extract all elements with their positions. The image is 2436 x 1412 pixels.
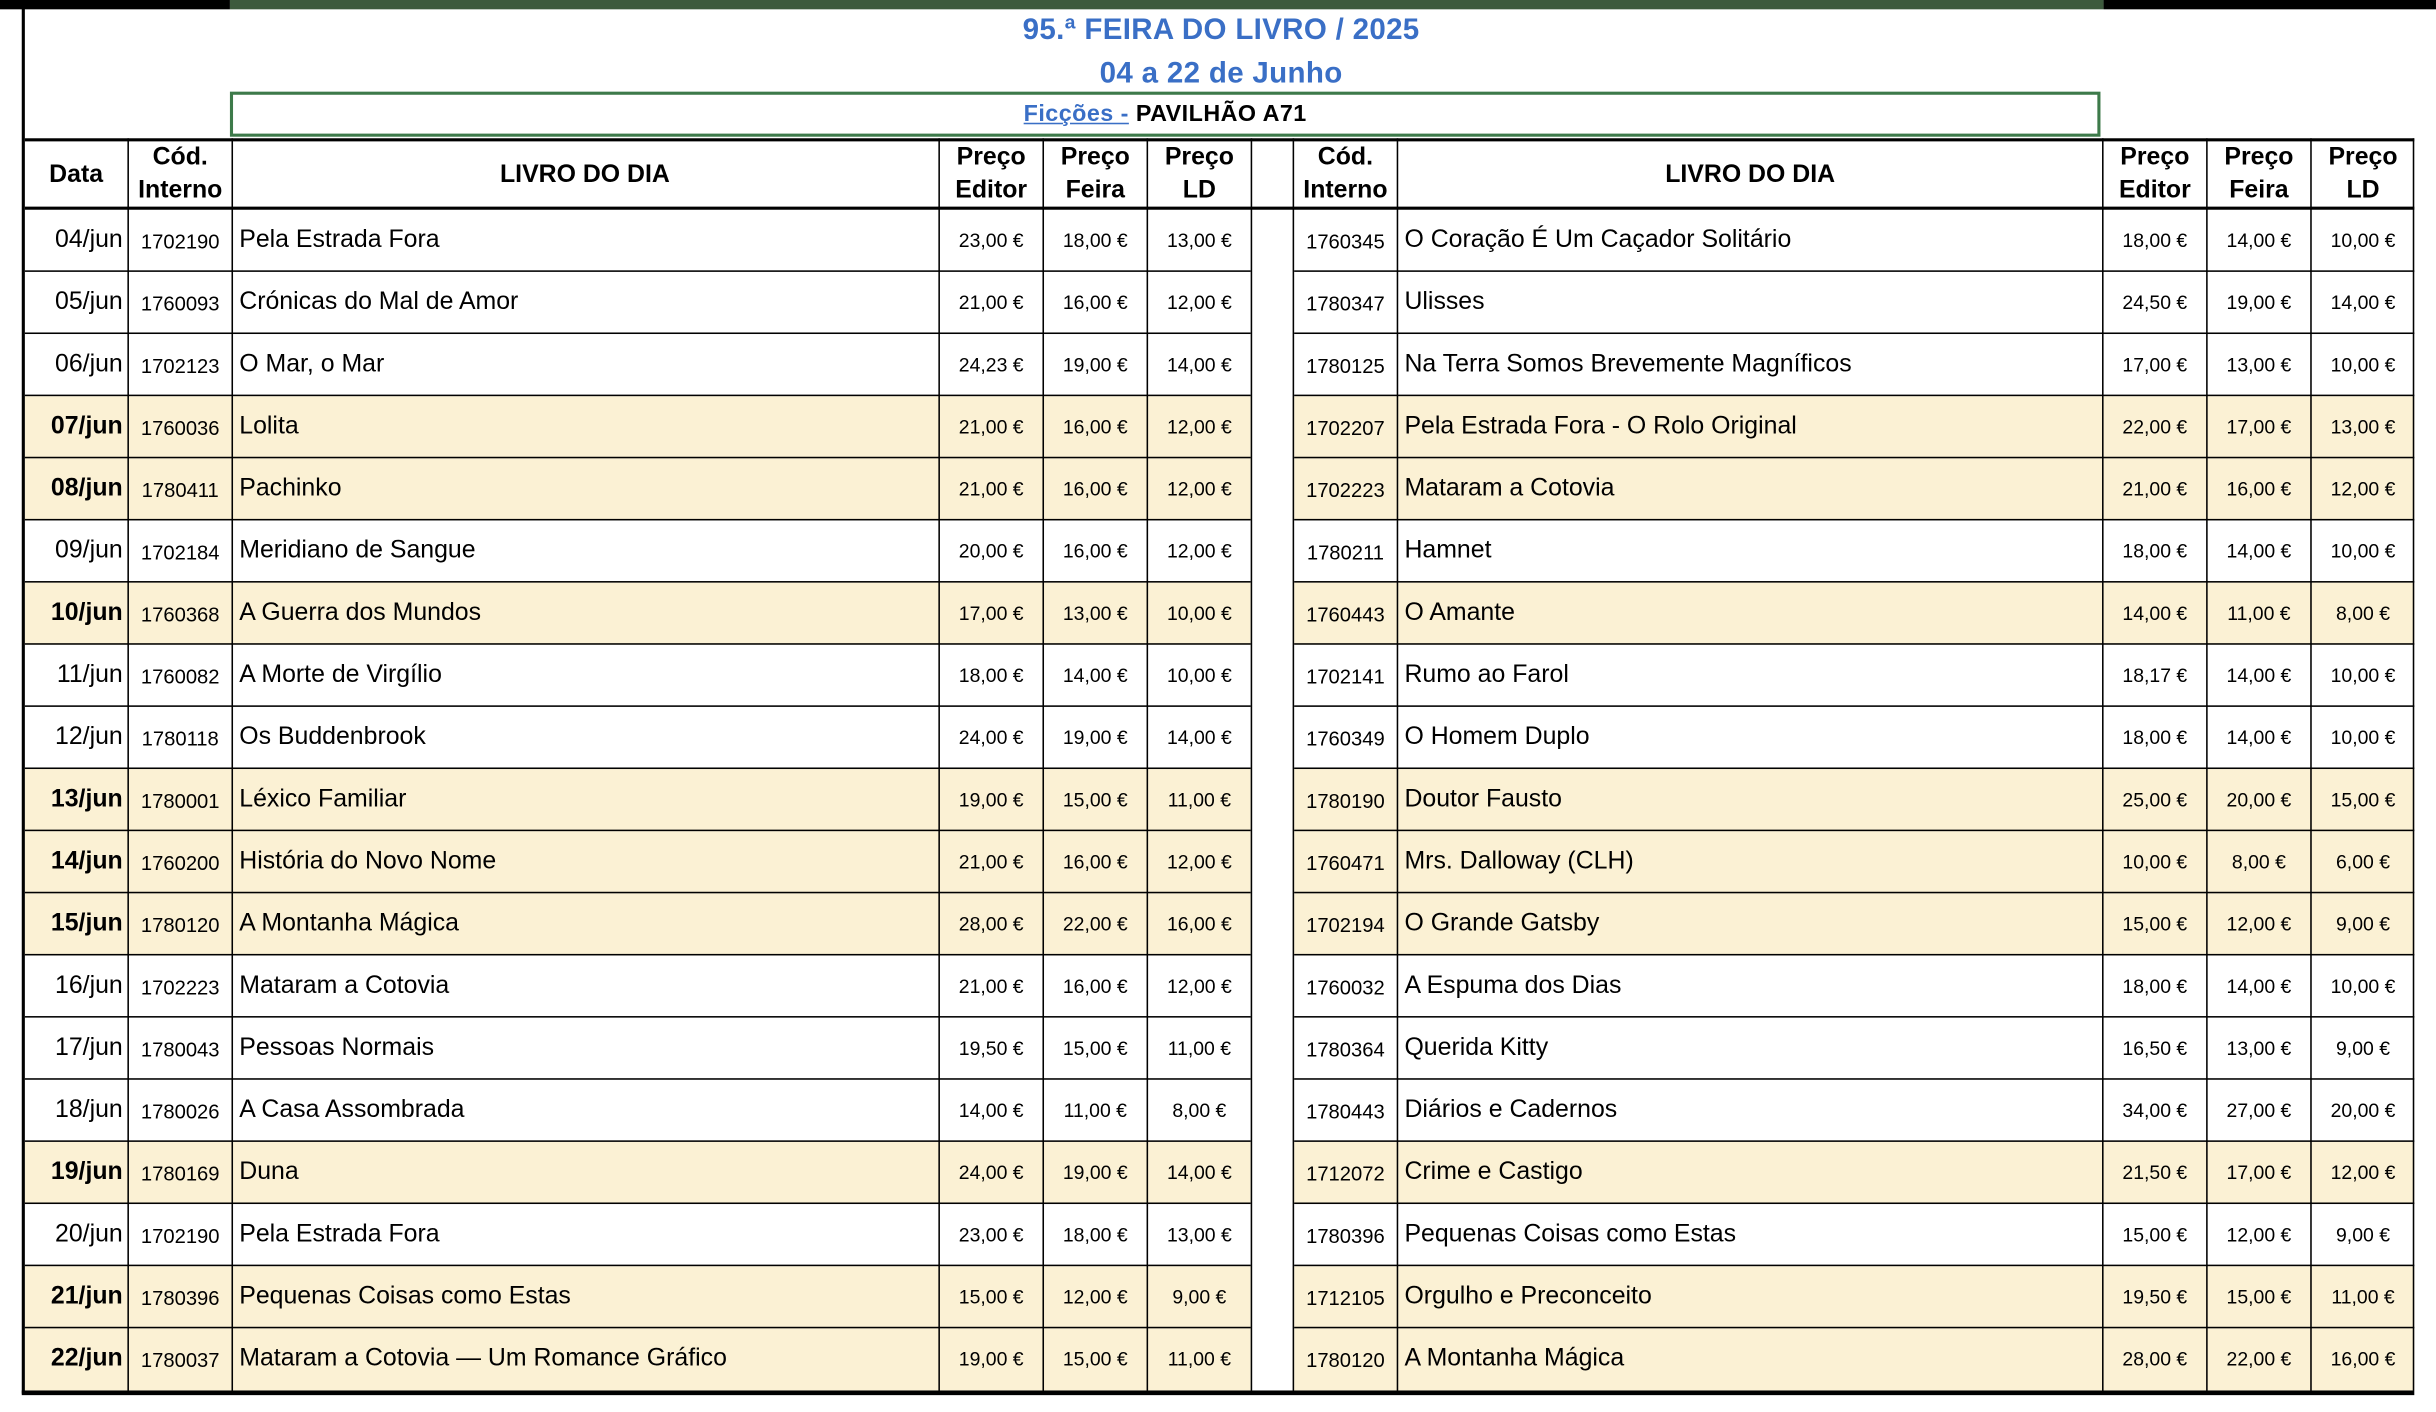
price-ld-right: 10,00 € [2330, 229, 2396, 252]
date-cell: 22/jun [50, 1345, 123, 1372]
price-ld-left: 10,00 € [1166, 602, 1232, 625]
header-price-ld-left: Preço LD [1164, 144, 1234, 204]
code-cell-right: 1780347 [1306, 291, 1385, 315]
grid-line [25, 1202, 1251, 1204]
code-cell-right: 1780120 [1306, 1347, 1385, 1372]
book-cell-left: Lolita [239, 413, 299, 440]
price-ld-right: 12,00 € [2330, 1162, 2396, 1184]
code-cell-right: 1780443 [1306, 1099, 1385, 1123]
price-editor-right: 34,00 € [2122, 1099, 2188, 1122]
grid-line [25, 705, 1251, 707]
book-cell-left: História do Novo Nome [239, 848, 497, 875]
price-editor-left: 24,00 € [958, 727, 1024, 749]
top-border-center [230, 0, 2104, 9]
price-fair-right: 12,00 € [2226, 1224, 2292, 1246]
grid-line [25, 138, 2414, 141]
book-cell-right: O Grande Gatsby [1404, 910, 1600, 937]
top-border-right [2104, 0, 2436, 9]
book-cell-right: Mataram a Cotovia [1404, 475, 1615, 502]
price-ld-right: 9,00 € [2336, 913, 2391, 936]
price-ld-right: 10,00 € [2330, 975, 2396, 998]
grid-line [1251, 138, 1253, 1390]
price-fair-left: 16,00 € [1062, 292, 1128, 314]
price-fair-right: 19,00 € [2226, 292, 2292, 314]
book-cell-right: Pela Estrada Fora - O Rolo Original [1404, 413, 1797, 440]
grid-line [1294, 767, 2414, 769]
price-ld-right: 12,00 € [2330, 478, 2396, 501]
code-cell-left: 1780001 [140, 788, 220, 812]
date-cell: 07/jun [50, 413, 123, 440]
price-fair-right: 14,00 € [2226, 540, 2292, 563]
grid-line [25, 1140, 1251, 1142]
book-cell-right: Ulisses [1404, 288, 1485, 316]
date-cell: 06/jun [55, 351, 123, 378]
price-ld-right: 15,00 € [2330, 789, 2396, 811]
price-editor-left: 23,00 € [958, 1224, 1024, 1246]
grid-line [1294, 332, 2414, 334]
book-cell-left: Mataram a Cotovia [239, 972, 450, 999]
price-editor-left: 20,00 € [958, 540, 1024, 563]
grid-line [25, 1265, 1251, 1267]
price-fair-left: 16,00 € [1062, 540, 1128, 563]
price-editor-left: 24,00 € [958, 1162, 1024, 1184]
date-cell: 13/jun [50, 786, 123, 813]
book-cell-right: Na Terra Somos Brevemente Magníficos [1404, 351, 1852, 378]
price-fair-left: 12,00 € [1062, 1286, 1128, 1309]
code-cell-left: 1760082 [140, 664, 220, 688]
header-price-editor-left: Preço Editor [955, 144, 1028, 204]
date-cell: 12/jun [55, 723, 123, 751]
code-cell-right: 1712105 [1306, 1285, 1385, 1309]
price-editor-right: 15,00 € [2122, 913, 2188, 936]
price-editor-left: 17,00 € [958, 602, 1024, 625]
price-editor-right: 17,00 € [2122, 354, 2188, 376]
grid-line [25, 830, 1251, 832]
date-cell: 04/jun [55, 226, 123, 254]
price-editor-left: 21,00 € [958, 975, 1024, 998]
code-cell-left: 1780043 [140, 1037, 220, 1061]
date-cell: 16/jun [55, 972, 123, 999]
header-date: Data [49, 160, 104, 188]
price-fair-left: 16,00 € [1062, 975, 1128, 998]
code-cell-right: 1702207 [1306, 415, 1385, 439]
price-editor-right: 22,00 € [2122, 416, 2188, 439]
price-ld-right: 20,00 € [2330, 1099, 2396, 1122]
section-prefix: Ficções - [1023, 100, 1129, 128]
grid-line [1294, 1265, 2414, 1267]
book-cell-left: A Morte de Virgílio [239, 661, 442, 689]
page-title: 95.ª FEIRA DO LIVRO / 2025 [1022, 13, 1420, 47]
book-cell-left: Pela Estrada Fora [239, 226, 440, 254]
code-cell-left: 1780026 [140, 1099, 220, 1123]
price-fair-left: 16,00 € [1062, 478, 1128, 501]
price-fair-right: 13,00 € [2226, 354, 2292, 376]
price-editor-left: 18,00 € [958, 664, 1024, 687]
code-cell-left: 1780120 [140, 912, 220, 937]
price-ld-left: 10,00 € [1166, 664, 1232, 687]
book-cell-right: Crime e Castigo [1404, 1158, 1583, 1186]
book-cell-left: Crónicas do Mal de Amor [239, 288, 519, 316]
grid-line [1294, 892, 2414, 894]
price-ld-right: 11,00 € [2331, 1286, 2395, 1309]
code-cell-right: 1780364 [1306, 1037, 1385, 1061]
code-cell-right: 1760471 [1306, 850, 1385, 874]
top-border-left [0, 0, 230, 9]
price-editor-right: 25,00 € [2122, 789, 2188, 811]
price-editor-right: 15,00 € [2122, 1224, 2188, 1246]
book-cell-left: A Montanha Mágica [239, 910, 459, 937]
price-fair-left: 22,00 € [1062, 913, 1128, 936]
price-editor-left: 21,00 € [958, 292, 1024, 314]
price-ld-left: 14,00 € [1166, 727, 1232, 749]
book-cell-right: Pequenas Coisas como Estas [1404, 1221, 1737, 1248]
price-fair-left: 13,00 € [1062, 602, 1128, 625]
grid-line [1294, 395, 2414, 397]
grid-line [1294, 519, 2414, 521]
grid-line [25, 519, 1251, 521]
grid-line [25, 1078, 1251, 1080]
price-fair-left: 16,00 € [1062, 851, 1128, 874]
price-fair-left: 18,00 € [1062, 229, 1128, 252]
code-cell-right: 1702141 [1306, 664, 1385, 688]
book-cell-right: Rumo ao Farol [1404, 661, 1569, 689]
section-label [230, 92, 2101, 137]
price-ld-left: 8,00 € [1172, 1099, 1227, 1122]
code-cell-right: 1780125 [1306, 353, 1385, 377]
price-editor-right: 18,00 € [2122, 975, 2188, 998]
price-editor-right: 10,00 € [2122, 851, 2188, 874]
price-ld-right: 10,00 € [2330, 664, 2396, 687]
code-cell-left: 1702223 [140, 974, 220, 999]
header-price-ld-right: Preço LD [2328, 144, 2398, 204]
price-ld-left: 11,00 € [1167, 1348, 1232, 1371]
book-cell-right: Doutor Fausto [1404, 786, 1562, 813]
price-fair-left: 19,00 € [1062, 727, 1128, 749]
price-ld-right: 10,00 € [2330, 354, 2396, 376]
page-dates: 04 a 22 de Junho [1099, 57, 1343, 91]
header-book-right: LIVRO DO DIA [1665, 160, 1836, 188]
section-name: PAVILHÃO A71 [1135, 100, 1307, 128]
price-fair-left: 11,00 € [1063, 1099, 1127, 1122]
grid-line [1294, 1327, 2414, 1329]
grid-line [25, 581, 1251, 583]
price-editor-left: 24,23 € [958, 354, 1024, 376]
grid-line [1294, 270, 2414, 272]
price-fair-right: 16,00 € [2226, 478, 2292, 501]
price-ld-left: 13,00 € [1166, 1224, 1232, 1246]
price-editor-right: 18,17 € [2122, 664, 2188, 687]
book-cell-left: O Mar, o Mar [239, 351, 385, 378]
price-ld-right: 10,00 € [2330, 727, 2396, 749]
date-cell: 17/jun [55, 1034, 123, 1062]
price-editor-left: 21,00 € [958, 851, 1024, 874]
price-ld-left: 12,00 € [1166, 416, 1232, 439]
book-cell-left: Duna [239, 1158, 299, 1186]
price-fair-left: 15,00 € [1062, 1037, 1128, 1060]
book-cell-right: Hamnet [1404, 537, 1492, 564]
price-editor-left: 19,00 € [958, 789, 1024, 811]
grid-line [1294, 1140, 2414, 1142]
grid-line [25, 332, 1251, 334]
code-cell-left: 1780037 [140, 1347, 220, 1372]
price-fair-right: 11,00 € [2227, 602, 2291, 625]
price-fair-right: 13,00 € [2226, 1037, 2292, 1060]
book-cell-left: Os Buddenbrook [239, 723, 426, 751]
grid-line [25, 767, 1251, 769]
code-cell-left: 1780411 [141, 477, 219, 502]
price-editor-right: 24,50 € [2122, 292, 2188, 314]
price-fair-right: 14,00 € [2226, 727, 2292, 749]
book-cell-right: Querida Kitty [1404, 1034, 1549, 1062]
price-ld-left: 11,00 € [1167, 1037, 1232, 1060]
header-book-left: LIVRO DO DIA [499, 160, 670, 188]
grid-line [25, 1016, 1251, 1018]
price-ld-right: 14,00 € [2330, 292, 2396, 314]
grid-line [25, 892, 1251, 894]
grid-line [25, 1327, 1251, 1329]
code-cell-left: 1702184 [140, 539, 220, 564]
header-code-right: Cód. Interno [1303, 144, 1388, 204]
price-editor-left: 28,00 € [958, 913, 1024, 936]
price-fair-right: 15,00 € [2226, 1286, 2292, 1309]
book-cell-right: O Homem Duplo [1404, 723, 1590, 751]
price-ld-right: 8,00 € [2336, 602, 2391, 625]
price-ld-left: 12,00 € [1166, 292, 1232, 314]
date-cell: 10/jun [50, 599, 123, 627]
price-ld-right: 9,00 € [2336, 1224, 2391, 1246]
price-fair-left: 18,00 € [1062, 1224, 1128, 1246]
price-ld-right: 10,00 € [2330, 540, 2396, 563]
code-cell-left: 1760036 [140, 415, 220, 439]
price-editor-right: 21,50 € [2122, 1162, 2188, 1184]
date-cell: 09/jun [55, 537, 123, 564]
book-cell-right: Mrs. Dalloway (CLH) [1404, 848, 1634, 875]
price-ld-right: 13,00 € [2330, 416, 2396, 439]
code-cell-right: 1780211 [1306, 539, 1384, 564]
code-cell-right: 1780190 [1306, 788, 1385, 812]
code-cell-left: 1702190 [140, 1223, 220, 1247]
price-editor-right: 14,00 € [2122, 602, 2188, 625]
book-cell-left: Meridiano de Sangue [239, 537, 476, 564]
price-ld-left: 12,00 € [1166, 540, 1232, 563]
price-ld-left: 12,00 € [1166, 851, 1232, 874]
date-cell: 15/jun [50, 910, 123, 937]
book-cell-right: A Espuma dos Dias [1404, 972, 1622, 999]
header-code-left: Cód. Interno [138, 144, 223, 204]
price-fair-right: 17,00 € [2226, 1162, 2292, 1184]
price-editor-left: 21,00 € [958, 416, 1024, 439]
date-cell: 21/jun [50, 1283, 123, 1310]
grid-line [1294, 643, 2414, 645]
grid-line [1294, 830, 2414, 832]
price-editor-left: 19,00 € [958, 1348, 1024, 1371]
code-cell-right: 1780396 [1306, 1223, 1385, 1247]
grid-line [1294, 457, 2414, 459]
code-cell-left: 1780118 [141, 726, 219, 750]
price-fair-right: 27,00 € [2226, 1099, 2292, 1122]
price-editor-left: 19,50 € [958, 1037, 1024, 1060]
code-cell-left: 1760200 [140, 850, 220, 874]
price-fair-left: 15,00 € [1062, 1348, 1128, 1371]
price-fair-left: 14,00 € [1062, 664, 1128, 687]
price-ld-right: 9,00 € [2336, 1037, 2391, 1060]
price-editor-right: 18,00 € [2122, 540, 2188, 563]
price-fair-left: 15,00 € [1062, 789, 1128, 811]
header-price-editor-right: Preço Editor [2118, 144, 2191, 204]
price-editor-right: 21,00 € [2122, 478, 2188, 501]
header-price-fair-left: Preço Feira [1060, 144, 1130, 204]
price-ld-left: 14,00 € [1166, 354, 1232, 376]
grid-line [1294, 1016, 2414, 1018]
code-cell-right: 1760032 [1306, 974, 1385, 999]
book-cell-left: A Guerra dos Mundos [239, 599, 482, 627]
grid-line [25, 954, 1251, 956]
code-cell-right: 1702223 [1306, 477, 1385, 502]
price-fair-right: 20,00 € [2226, 789, 2292, 811]
price-editor-left: 21,00 € [958, 478, 1024, 501]
header-price-fair-right: Preço Feira [2224, 144, 2294, 204]
price-ld-left: 16,00 € [1166, 913, 1232, 936]
grid-line [1294, 705, 2414, 707]
grid-line [22, 1390, 2415, 1395]
grid-line [25, 457, 1251, 459]
book-cell-left: Léxico Familiar [239, 786, 407, 813]
price-editor-right: 18,00 € [2122, 727, 2188, 749]
book-cell-right: Orgulho e Preconceito [1404, 1283, 1652, 1310]
price-ld-left: 11,00 € [1167, 789, 1232, 811]
price-fair-left: 16,00 € [1062, 416, 1128, 439]
price-ld-right: 6,00 € [2336, 851, 2391, 874]
price-fair-left: 19,00 € [1062, 354, 1128, 376]
price-editor-right: 16,50 € [2122, 1037, 2188, 1060]
price-ld-left: 12,00 € [1166, 478, 1232, 501]
code-cell-left: 1780396 [140, 1285, 220, 1309]
grid-line [25, 643, 1251, 645]
grid-line [1294, 1078, 2414, 1080]
grid-line [1294, 581, 2414, 583]
grid-line [25, 207, 2414, 210]
code-cell-left: 1760368 [140, 602, 220, 626]
book-cell-right: O Coração É Um Caçador Solitário [1404, 226, 1792, 254]
code-cell-right: 1712072 [1306, 1161, 1385, 1185]
price-fair-right: 12,00 € [2226, 913, 2292, 936]
date-cell: 18/jun [55, 1096, 123, 1124]
code-cell-left: 1760093 [140, 291, 220, 315]
price-ld-left: 14,00 € [1166, 1162, 1232, 1184]
price-editor-right: 18,00 € [2122, 229, 2188, 252]
price-fair-right: 8,00 € [2231, 851, 2286, 874]
price-ld-right: 16,00 € [2330, 1348, 2396, 1371]
price-editor-right: 28,00 € [2122, 1348, 2188, 1371]
book-cell-left: A Casa Assombrada [239, 1096, 465, 1124]
book-cell-right: O Amante [1404, 599, 1516, 627]
book-cell-left: Pachinko [239, 475, 342, 502]
price-editor-left: 14,00 € [958, 1099, 1024, 1122]
book-cell-right: A Montanha Mágica [1404, 1345, 1625, 1372]
price-fair-right: 14,00 € [2226, 975, 2292, 998]
book-cell-left: Pequenas Coisas como Estas [239, 1283, 571, 1310]
price-ld-left: 9,00 € [1172, 1286, 1227, 1309]
book-cell-left: Mataram a Cotovia — Um Romance Gráfico [239, 1345, 727, 1372]
book-cell-left: Pela Estrada Fora [239, 1221, 440, 1248]
date-cell: 14/jun [50, 848, 123, 875]
date-cell: 11/jun [56, 661, 123, 689]
price-fair-right: 22,00 € [2226, 1348, 2292, 1371]
grid-line [1294, 1202, 2414, 1204]
code-cell-right: 1702194 [1306, 912, 1385, 937]
date-cell: 20/jun [55, 1221, 123, 1248]
grid-line [25, 395, 1251, 397]
date-cell: 08/jun [50, 475, 123, 502]
price-fair-left: 19,00 € [1062, 1162, 1128, 1184]
book-cell-left: Pessoas Normais [239, 1034, 435, 1062]
price-ld-left: 13,00 € [1166, 229, 1232, 252]
grid-line [1294, 954, 2414, 956]
price-fair-right: 14,00 € [2226, 229, 2292, 252]
date-cell: 19/jun [50, 1158, 123, 1186]
price-ld-left: 12,00 € [1166, 975, 1232, 998]
code-cell-left: 1702123 [140, 353, 220, 377]
price-editor-left: 23,00 € [958, 229, 1024, 252]
price-fair-right: 17,00 € [2226, 416, 2292, 439]
grid-line [25, 270, 1251, 272]
code-cell-left: 1702190 [140, 229, 220, 253]
code-cell-left: 1780169 [140, 1161, 220, 1185]
code-cell-right: 1760443 [1306, 602, 1385, 626]
book-cell-right: Diários e Cadernos [1404, 1096, 1618, 1124]
price-editor-left: 15,00 € [958, 1286, 1024, 1309]
price-editor-right: 19,50 € [2122, 1286, 2188, 1309]
date-cell: 05/jun [55, 288, 123, 316]
code-cell-right: 1760345 [1306, 229, 1385, 253]
code-cell-right: 1760349 [1306, 726, 1385, 750]
price-fair-right: 14,00 € [2226, 664, 2292, 687]
